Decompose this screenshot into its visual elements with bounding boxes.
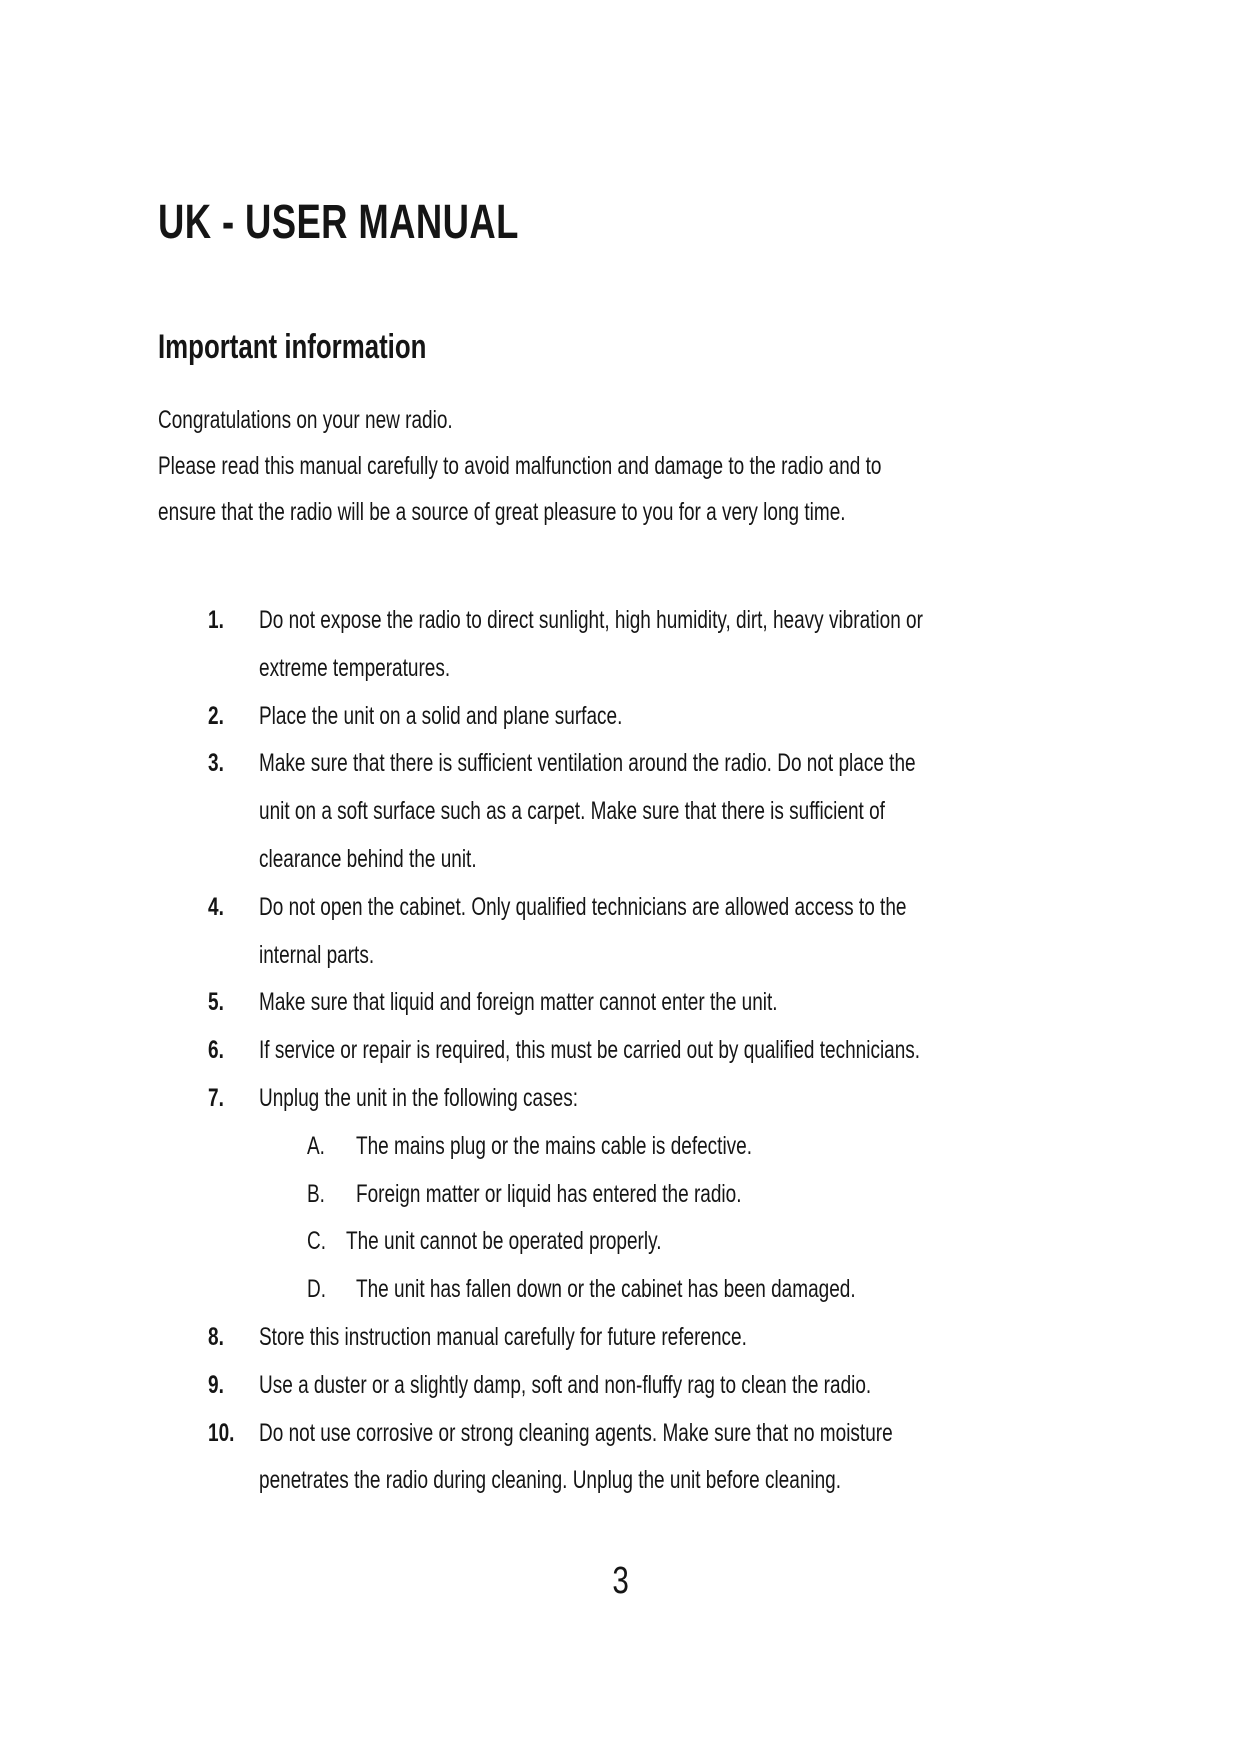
item-text: Make sure that liquid and foreign matter cannot enter the unit. <box>259 988 778 1017</box>
page-title <box>158 196 633 250</box>
intro-paragraph <box>158 397 1158 535</box>
instruction-3-continuation <box>208 788 1108 836</box>
item-number: 5. <box>208 988 224 1017</box>
item-number: 7. <box>208 1083 224 1112</box>
sub-item-text: The unit has fallen down or the cabinet has been damaged. <box>356 1275 856 1304</box>
instruction-7 <box>208 1075 1108 1123</box>
sub-item-letter: B. <box>307 1179 325 1208</box>
instruction-10 <box>208 1410 1108 1458</box>
item-text: Store this instruction manual carefully for future reference. <box>259 1322 747 1351</box>
instruction-1-continuation <box>208 645 1108 693</box>
item-text: unit on a soft surface such as a carpet. Make sure that there is sufficient of <box>259 797 885 826</box>
item-text: internal parts. <box>259 940 375 969</box>
item-number: 2. <box>208 701 224 730</box>
instruction-4 <box>208 884 1108 932</box>
instruction-5 <box>208 979 1108 1027</box>
intro-line-text: ensure that the radio will be a source of great pleasure to you for a very long time. <box>158 498 846 526</box>
instruction-9 <box>208 1362 1108 1410</box>
page-number <box>0 1562 1241 1600</box>
section-heading <box>158 328 511 367</box>
intro-line <box>158 443 1158 489</box>
item-text: Do not open the cabinet. Only qualified technicians are allowed access to the <box>259 892 907 921</box>
intro-line-text: Congratulations on your new radio. <box>158 406 453 434</box>
sub-item-c <box>307 1218 1108 1266</box>
item-text: penetrates the radio during cleaning. Unplug the unit before cleaning. <box>259 1466 842 1495</box>
sub-item-text: Foreign matter or liquid has entered the radio. <box>356 1179 742 1208</box>
instruction-list <box>208 597 1108 1505</box>
sub-item-b <box>307 1171 1108 1219</box>
page-number-text: 3 <box>612 1560 629 1602</box>
instruction-3-continuation <box>208 836 1108 884</box>
instruction-4-continuation <box>208 932 1108 980</box>
intro-line-text: Please read this manual carefully to avoid malfunction and damage to the radio and to <box>158 452 882 480</box>
intro-line <box>158 397 1158 443</box>
sub-item-a <box>307 1123 1108 1171</box>
section-heading-text: Important information <box>158 328 427 367</box>
item-number: 9. <box>208 1370 224 1399</box>
intro-line <box>158 489 1158 535</box>
item-number: 3. <box>208 749 224 778</box>
item-text: Use a duster or a slightly damp, soft and non-fluffy rag to clean the radio. <box>259 1370 872 1399</box>
sub-item-letter: D. <box>307 1275 326 1304</box>
item-text: Do not expose the radio to direct sunlight, high humidity, dirt, heavy vibration or <box>259 606 923 634</box>
sub-item-letter: C. <box>307 1227 326 1256</box>
item-text: Make sure that there is sufficient ventilation around the radio. Do not place the <box>259 749 916 778</box>
item-text: clearance behind the unit. <box>259 844 477 873</box>
sub-item-d <box>307 1266 1108 1314</box>
item-number: 1. <box>208 606 224 634</box>
item-text: If service or repair is required, this must be carried out by qualified technicians. <box>259 1036 921 1065</box>
item-text: Do not use corrosive or strong cleaning agents. Make sure that no moisture <box>259 1418 893 1447</box>
sub-item-text: The mains plug or the mains cable is defective. <box>356 1131 753 1160</box>
item-text: Unplug the unit in the following cases: <box>259 1083 578 1112</box>
item-number: 8. <box>208 1322 224 1351</box>
item-text: Place the unit on a solid and plane surface. <box>259 701 623 730</box>
item-number: 6. <box>208 1036 224 1065</box>
item-number: 10. <box>208 1418 235 1447</box>
item-number: 4. <box>208 892 224 921</box>
item-text: extreme temperatures. <box>259 653 451 682</box>
instruction-6 <box>208 1027 1108 1075</box>
page-title-text: UK - USER MANUAL <box>158 196 519 250</box>
instruction-1 <box>208 597 1108 645</box>
instruction-8 <box>208 1314 1108 1362</box>
instruction-10-continuation <box>208 1457 1108 1505</box>
sub-item-text: The unit cannot be operated properly. <box>346 1227 662 1256</box>
instruction-2 <box>208 693 1108 741</box>
instruction-3 <box>208 740 1108 788</box>
sub-item-letter: A. <box>307 1131 325 1160</box>
